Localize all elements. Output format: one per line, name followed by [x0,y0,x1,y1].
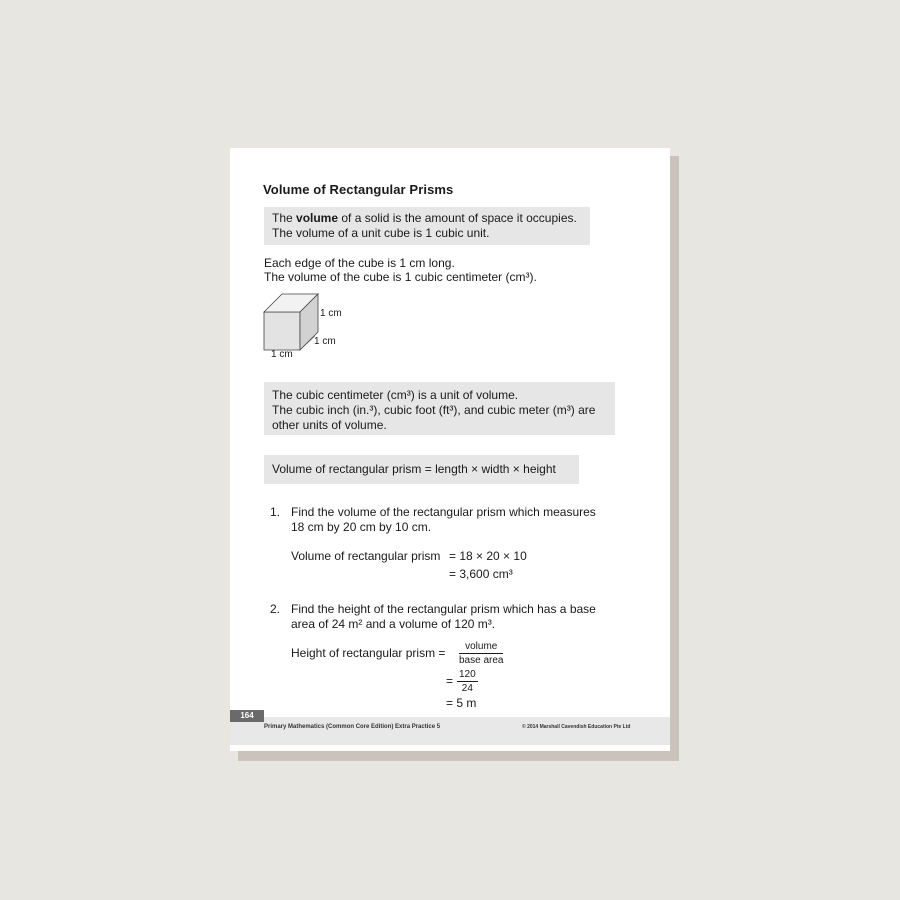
q2-work-label: Height of rectangular prism = [291,646,446,660]
formula-box: Volume of rectangular prism = length × width × height [264,455,579,484]
intro-text: Each edge of the cube is 1 cm long. The volume of the cube is 1 cubic centimeter (cm³). [264,256,537,284]
worksheet-page [230,148,670,751]
q1-step-2: = 3,600 cm³ [449,567,513,581]
book-title: Primary Mathematics (Common Core Edition) Extra Practice 5 [264,724,441,730]
q2-fraction-volume-over-base: volume base area [459,641,504,666]
footer-bar [230,717,670,745]
q1-work-label: Volume of rectangular prism [291,549,441,563]
copyright-notice: © 2014 Marshall Cavendish Education Pte Ltd [522,724,631,730]
definition-line-1: The volume of a solid is the amount of space it occupies. [272,211,577,225]
cube-front-face [264,312,300,350]
volume-term: volume [296,211,339,225]
question-1-number: 1. [270,505,281,519]
units-box: The cubic centimeter (cm³) is a unit of volume. The cubic inch (in.³), cubic foot (ft³), and cubic meter (m³) are other units of volume. [264,382,615,435]
definition-box [264,207,590,245]
page-number: 164 [230,710,264,722]
q2-step-3: = 5 m [446,696,477,710]
cube-depth-label: 1 cm [314,336,336,347]
page-title: Volume of Rectangular Prisms [263,182,454,197]
definition-line-2: The volume of a unit cube is 1 cubic unit. [272,226,490,240]
q2-equals-sign: = [446,674,454,688]
cube-height-label: 1 cm [320,308,342,319]
question-2-number: 2. [270,602,281,616]
cube-width-label: 1 cm [271,349,293,360]
q2-fraction-values: $\frac{120}{24}$ [459,669,476,694]
q1-step-1: = 18 × 20 × 10 [449,549,527,563]
question-1-text: Find the volume of the rectangular prism which measures 18 cm by 20 cm by 10 cm. [291,505,596,534]
question-2-text: Find the height of the rectangular prism which has a base area of 24 m² and a volume of 120 m³. [291,602,596,631]
